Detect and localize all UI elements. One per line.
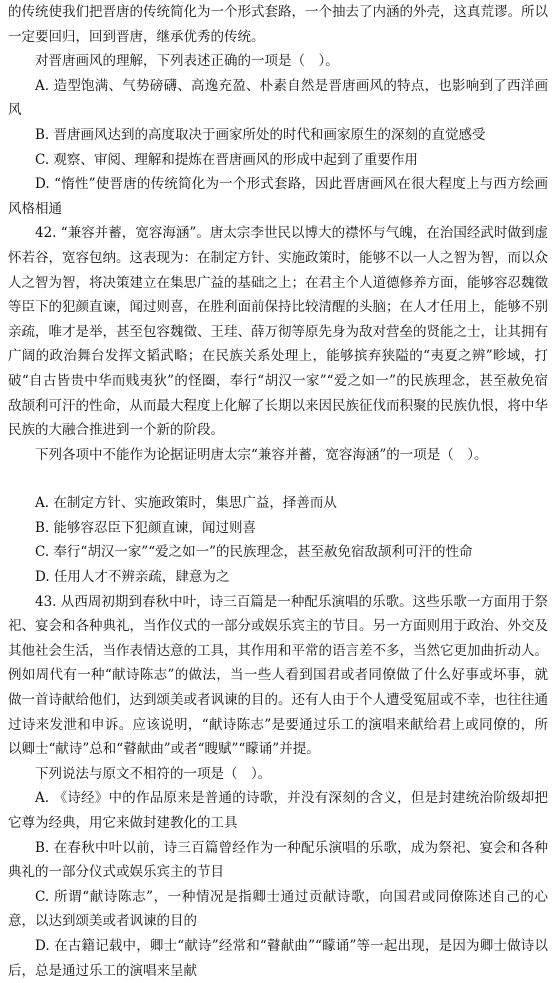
answer-option: B. 在春秋中叶以前，诗三百篇曾经作为一种配乐演唱的乐歌，成为祭祀、宴会和各种典礼的一部分仪式或娱乐宾主的节目 xyxy=(8,839,548,881)
question-stem: 对晋唐画风的理解，下列表述正确的一项是（ ）。 xyxy=(35,53,339,70)
answer-option: C. 所谓“献诗陈志”，一种情况是指卿士通过贡献诗歌，向国君或同僚陈述自己的心意，以达到颂美或者讽谏的目的 xyxy=(8,888,548,930)
answer-option: C. 观察、审阅、理解和提炼在晋唐画风的形成中起到了重要作用 xyxy=(35,151,418,168)
blank-line xyxy=(8,467,548,491)
question-stem: 下列说法与原文不相符的一项是（ ）。 xyxy=(35,765,272,782)
answer-option: A. 在制定方针、实施政策时，集思广益，择善而从 xyxy=(35,495,337,512)
answer-option: A. 《诗经》中的作品原来是普通的诗歌，并没有深刻的含义，但是封建统治阶级却把它尊为经典，用它来做封建教化的工具 xyxy=(8,790,548,831)
answer-option: D. “惰性”使晋唐的传统简化为一个形式套路，因此晋唐画风在很大程度上与西方绘画风格相通 xyxy=(8,176,548,217)
question-stem: 下列各项中不能作为论据证明唐太宗“兼容并蓄，宽容海涵”的一项是（ ）。 xyxy=(35,446,488,463)
reading-passage: 42. “兼容并蓄，宽容海涵”。唐太宗李世民以博大的襟怀与气魄，在治国经武时做到虚怀若谷，宽容包纳。这表现为：在制定方针、实施政策时，能够不以一人之智为智，而以众人之智为智，将决策建立在集思广益的基础之上；在君主个人道德修养方面，能够容忍魏徵等臣下的犯颜直谏，闻过则喜，在胜利面前保持比较清醒的头脑；在人才任用上，能够不别亲疏，唯才是举，甚至包容魏徵、王珪、薛万彻等原先身为敌对营垒的贤能之士，让其拥有广阔的政治舞台发挥文韬武略；在民族关系处理上，能够摈弃狭隘的“夷夏之辨”畛域，打破“自古皆贵中华而贱夷狄”的怪圈，奉行“胡汉一家”“爱之如一”的民族理念，甚至赦免宿敌颉利可汗的性命，从而最大程度上化解了长期以来因民族征伐而积聚的民族仇恨，将中华民族的大融合推进到一个新的阶段。 xyxy=(8,225,548,439)
reading-passage: 43. 从西周初期到春秋中叶，诗三百篇是一种配乐演唱的乐歌。这些乐歌一方面用于祭祀、宴会和各种典礼，当作仪式的一部分或娱乐宾主的节目。另一方面则用于政治、外交及其他社会生活，当作表情达意的工具，其作用和平常的语言差不多，当然它更加曲折动人。例如周代有一种“献诗陈志”的做法，当一些人看到国君或者同僚做了什么好事或坏事，就做一首诗献给他们，达到颂美或者讽谏的目的。还有人由于个人遭受冤屈或不幸，也往往通过诗来发泄和申诉。应该说明，“献诗陈志”是要通过乐工的演唱来献给君上或同僚的，所以卿士“献诗”总和“瞽献曲”或者“瞍赋”“矇诵”并提。 xyxy=(8,593,548,758)
answer-option: D. 任用人才不辨亲疏，肆意为之 xyxy=(35,569,230,586)
passage-continuation: 的传统使我们把晋唐的传统简化为一个形式套路，一个抽去了内涵的外壳，这真荒谬。所以一定要回归，回到晋唐，继承优秀的传统。 xyxy=(8,4,548,45)
answer-option: C. 奉行“胡汉一家”“爱之如一”的民族理念，甚至赦免宿敌颉利可汗的性命 xyxy=(35,544,473,561)
answer-option: B. 晋唐画风达到的高度取决于画家所处的时代和画家原生的深刻的直觉感受 xyxy=(35,126,486,143)
answer-option: B. 能够容忍臣下犯颜直谏，闻过则喜 xyxy=(35,519,257,536)
answer-option: A. 造型饱满、气势磅礴、高逸充盈、朴素自然是晋唐画风的特点，也影响到了西洋画风 xyxy=(8,77,548,119)
answer-option: D. 在古籍记载中，卿士“献诗”经常和“瞽献曲”“矇诵”等一起出现，是因为卿士做诗以后，总是通过乐工的演唱来呈献 xyxy=(8,937,548,979)
